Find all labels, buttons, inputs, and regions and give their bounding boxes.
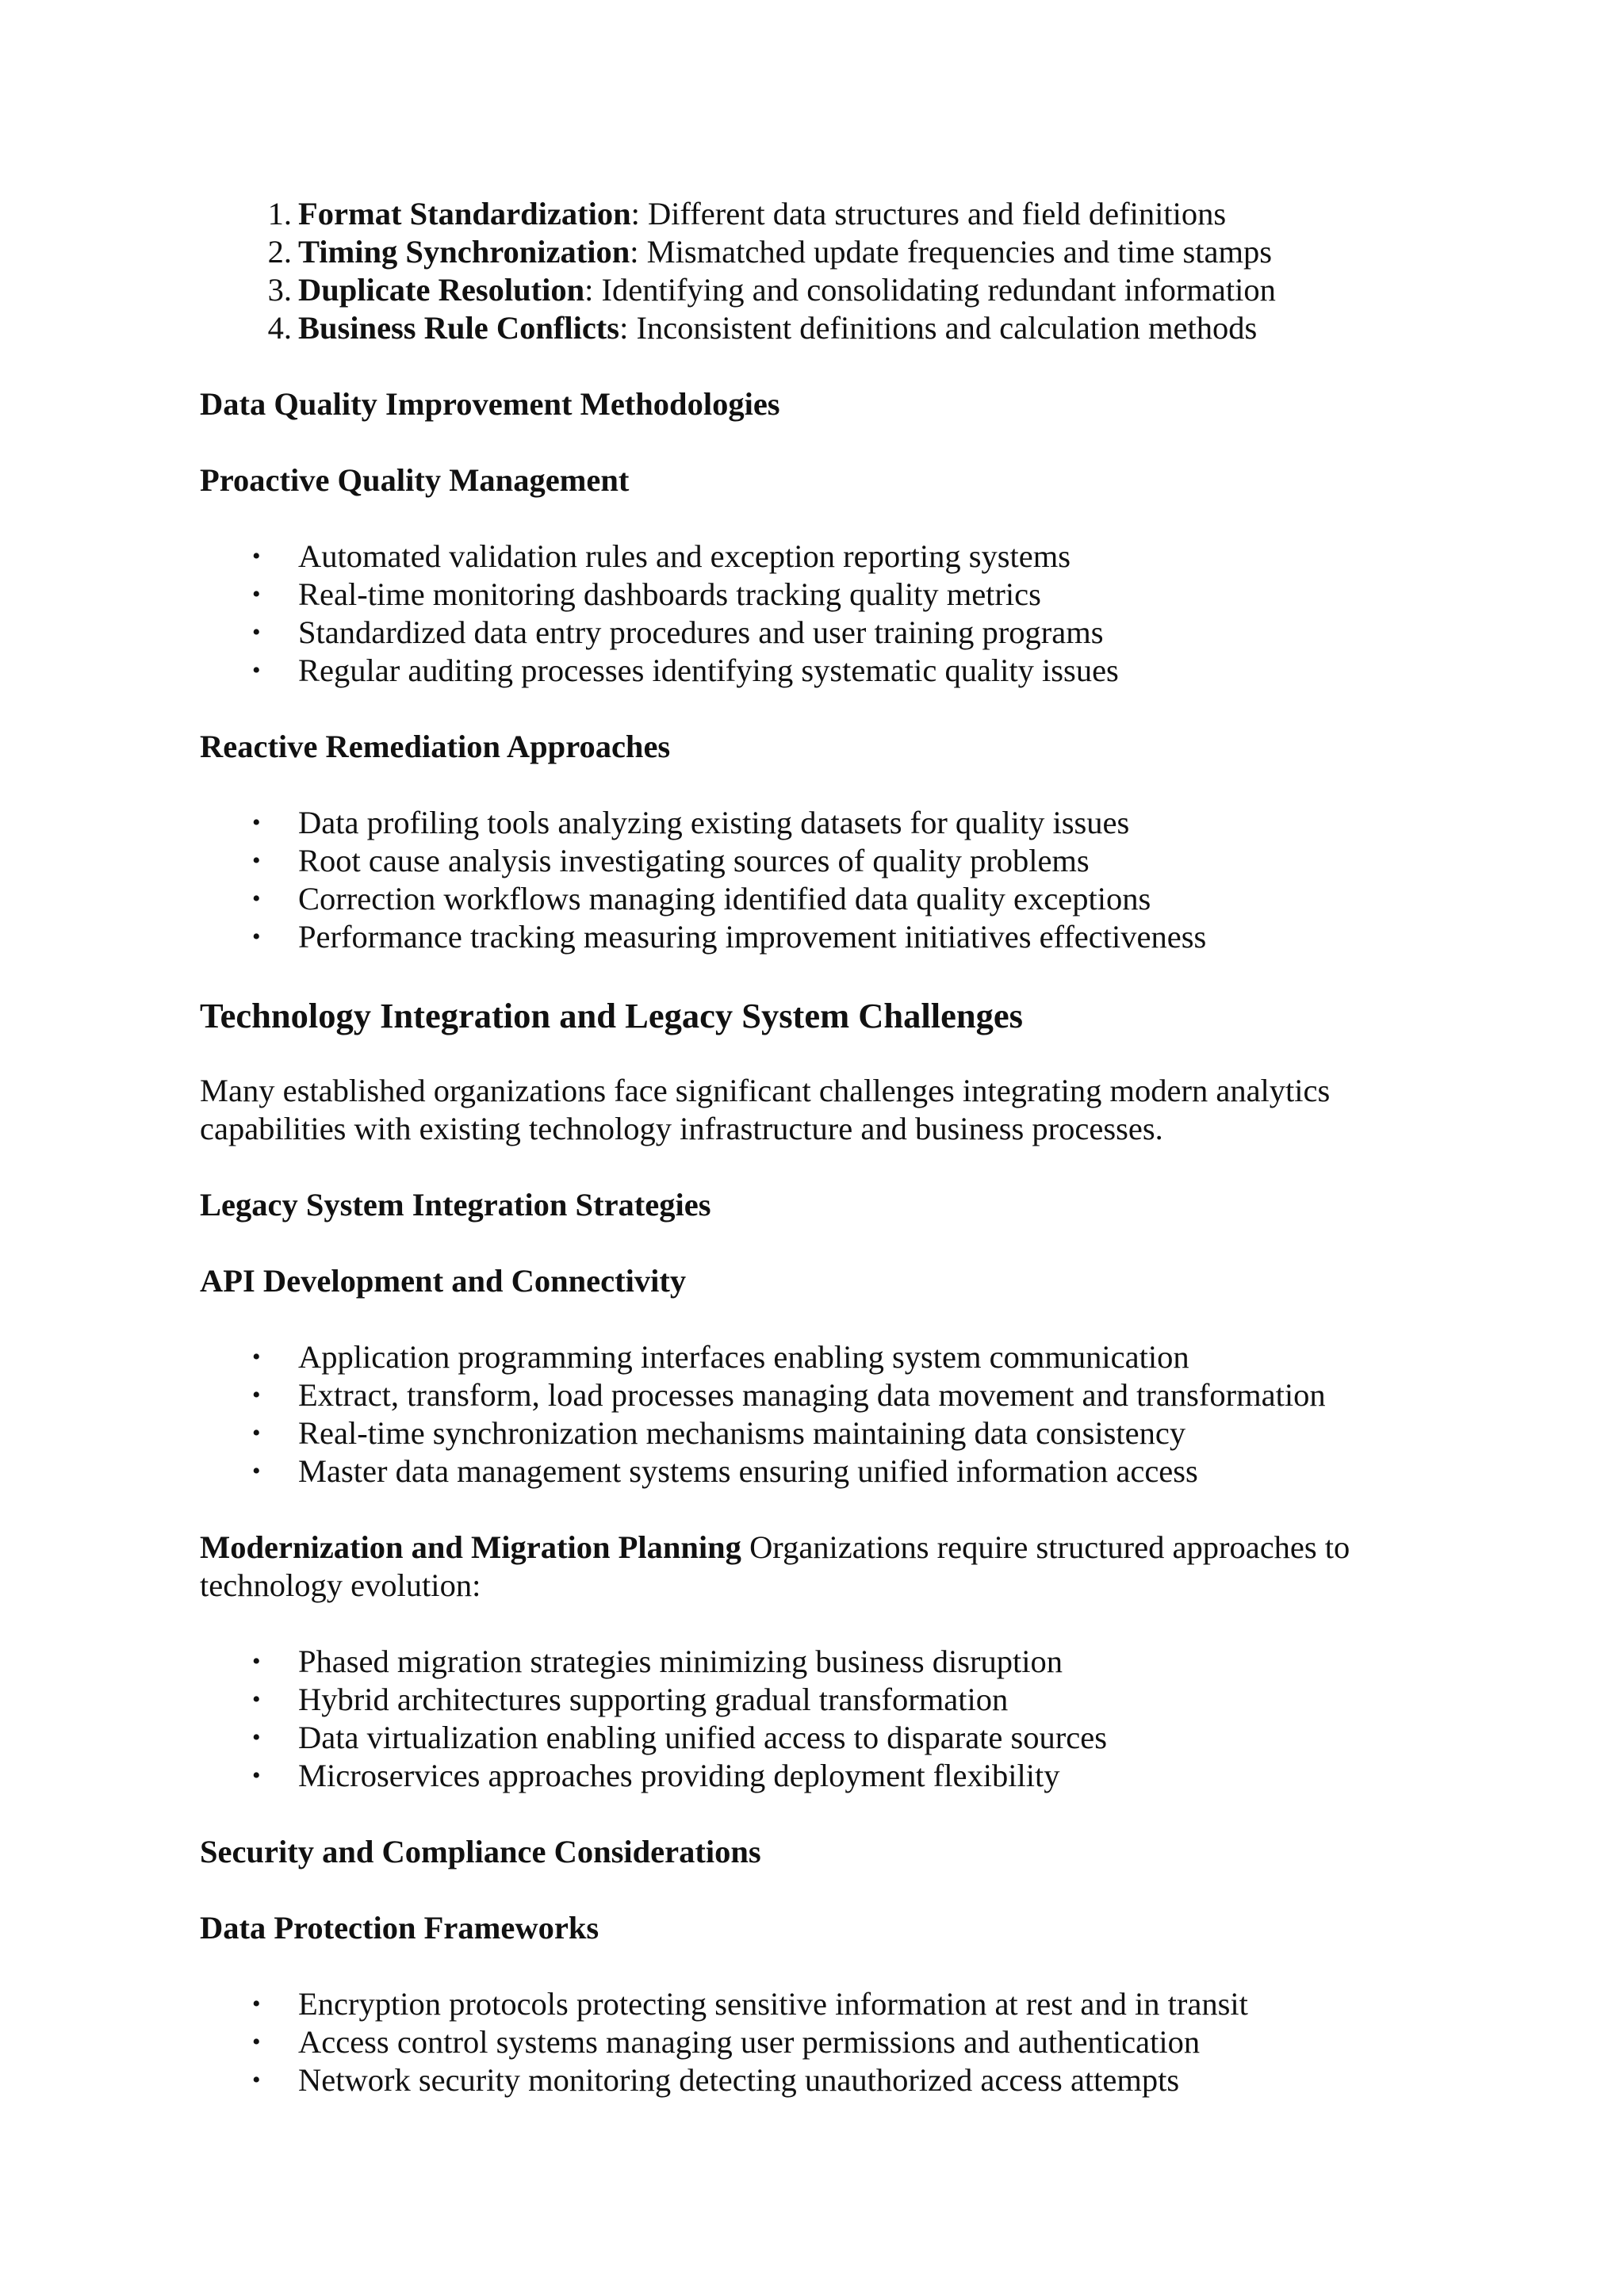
proactive-list — [200, 538, 1469, 690]
list-item: • Phased migration strategies minimizing business disruption — [252, 1644, 1063, 1679]
bullet-icon: • — [252, 1991, 261, 2017]
bullet-icon: • — [252, 619, 261, 645]
modernization-list — [200, 1643, 1469, 1795]
bullet-icon: • — [252, 1686, 261, 1712]
list-term: Duplicate Resolution — [298, 272, 585, 308]
bullet-icon: • — [252, 2029, 261, 2055]
bullet-icon: • — [252, 543, 261, 569]
list-desc: : Different data structures and field definitions — [630, 196, 1227, 232]
legacy-heading: Legacy System Integration Strategies — [200, 1187, 711, 1223]
bullet-icon: • — [252, 2067, 261, 2093]
list-item — [200, 309, 1469, 347]
bullet-icon: • — [252, 1458, 261, 1484]
api-heading: API Development and Connectivity — [200, 1263, 687, 1299]
bullet-icon: • — [252, 886, 261, 912]
api-list — [200, 1338, 1469, 1490]
list-number: 4. — [267, 310, 292, 346]
dq-heading: Data Quality Improvement Methodologies — [200, 386, 780, 422]
list-item — [200, 233, 1469, 271]
list-desc: : Mismatched update frequencies and time stamps — [630, 234, 1272, 270]
list-item: • Microservices approaches providing deployment flexibility — [252, 1758, 1060, 1793]
list-item: • Hybrid architectures supporting gradual transformation — [252, 1682, 1009, 1717]
list-number: 2. — [267, 234, 292, 270]
list-item: • Standardized data entry procedures and user training programs — [252, 614, 1104, 650]
tech-section-heading: Technology Integration and Legacy System Challenges — [200, 996, 1023, 1035]
bullet-icon: • — [252, 657, 261, 683]
list-item: • Master data management systems ensuring unified information access — [252, 1453, 1198, 1489]
bullet-icon: • — [252, 581, 261, 607]
list-item: • Access control systems managing user permissions and authentication — [252, 2024, 1201, 2060]
bullet-icon: • — [252, 924, 261, 950]
list-item: • Data profiling tools analyzing existing datasets for quality issues — [252, 805, 1130, 840]
bullet-icon: • — [252, 1724, 261, 1751]
list-item: • Root cause analysis investigating sources of quality problems — [252, 843, 1090, 878]
bullet-icon: • — [252, 1382, 261, 1408]
list-item: • Regular auditing processes identifying systematic quality issues — [252, 652, 1119, 688]
list-term: Timing Synchronization — [298, 234, 630, 270]
reactive-list — [200, 804, 1469, 956]
bullet-icon: • — [252, 809, 261, 836]
bullet-icon: • — [252, 1648, 261, 1674]
modernization-paragraph — [200, 1529, 1469, 1605]
bullet-icon: • — [252, 1762, 261, 1789]
list-item — [200, 271, 1469, 309]
document-content — [200, 195, 1469, 2099]
list-item: • Encryption protocols protecting sensitive information at rest and in transit — [252, 1986, 1248, 2022]
modernization-heading: Modernization and Migration Planning — [200, 1529, 741, 1565]
list-item: • Application programming interfaces enabling system communication — [252, 1339, 1189, 1375]
list-item — [200, 195, 1469, 233]
modernization-text: Organizations require structured approaches to technology evolution: — [200, 1529, 1350, 1603]
proactive-heading: Proactive Quality Management — [200, 462, 630, 498]
list-term: Format Standardization — [298, 196, 631, 232]
list-item: • Network security monitoring detecting unauthorized access attempts — [252, 2062, 1180, 2098]
list-desc: : Identifying and consolidating redundant information — [584, 272, 1276, 308]
list-item: • Automated validation rules and exception reporting systems — [252, 538, 1071, 574]
list-number: 3. — [267, 272, 292, 308]
protection-heading: Data Protection Frameworks — [200, 1910, 599, 1946]
list-item: • Extract, transform, load processes managing data movement and transformation — [252, 1377, 1326, 1413]
list-item: • Real-time monitoring dashboards tracking quality metrics — [252, 576, 1041, 612]
list-term: Business Rule Conflicts — [298, 310, 620, 346]
list-item: • Performance tracking measuring improvement initiatives effectiveness — [252, 919, 1207, 955]
tech-section-intro: Many established organizations face significant challenges integrating modern analytics capabilities with existing technology infrastructure and business processes. — [200, 1073, 1331, 1146]
list-desc: : Inconsistent definitions and calculation methods — [619, 310, 1258, 346]
list-item: • Correction workflows managing identified data quality exceptions — [252, 881, 1151, 916]
bullet-icon: • — [252, 848, 261, 874]
list-item: • Data virtualization enabling unified access to disparate sources — [252, 1720, 1107, 1755]
integration-challenges-list — [200, 195, 1469, 347]
list-item: • Real-time synchronization mechanisms maintaining data consistency — [252, 1415, 1186, 1451]
reactive-heading: Reactive Remediation Approaches — [200, 729, 671, 764]
bullet-icon: • — [252, 1420, 261, 1446]
security-heading: Security and Compliance Considerations — [200, 1834, 761, 1869]
bullet-icon: • — [252, 1344, 261, 1370]
protection-list — [200, 1985, 1469, 2099]
list-number: 1. — [267, 196, 292, 232]
